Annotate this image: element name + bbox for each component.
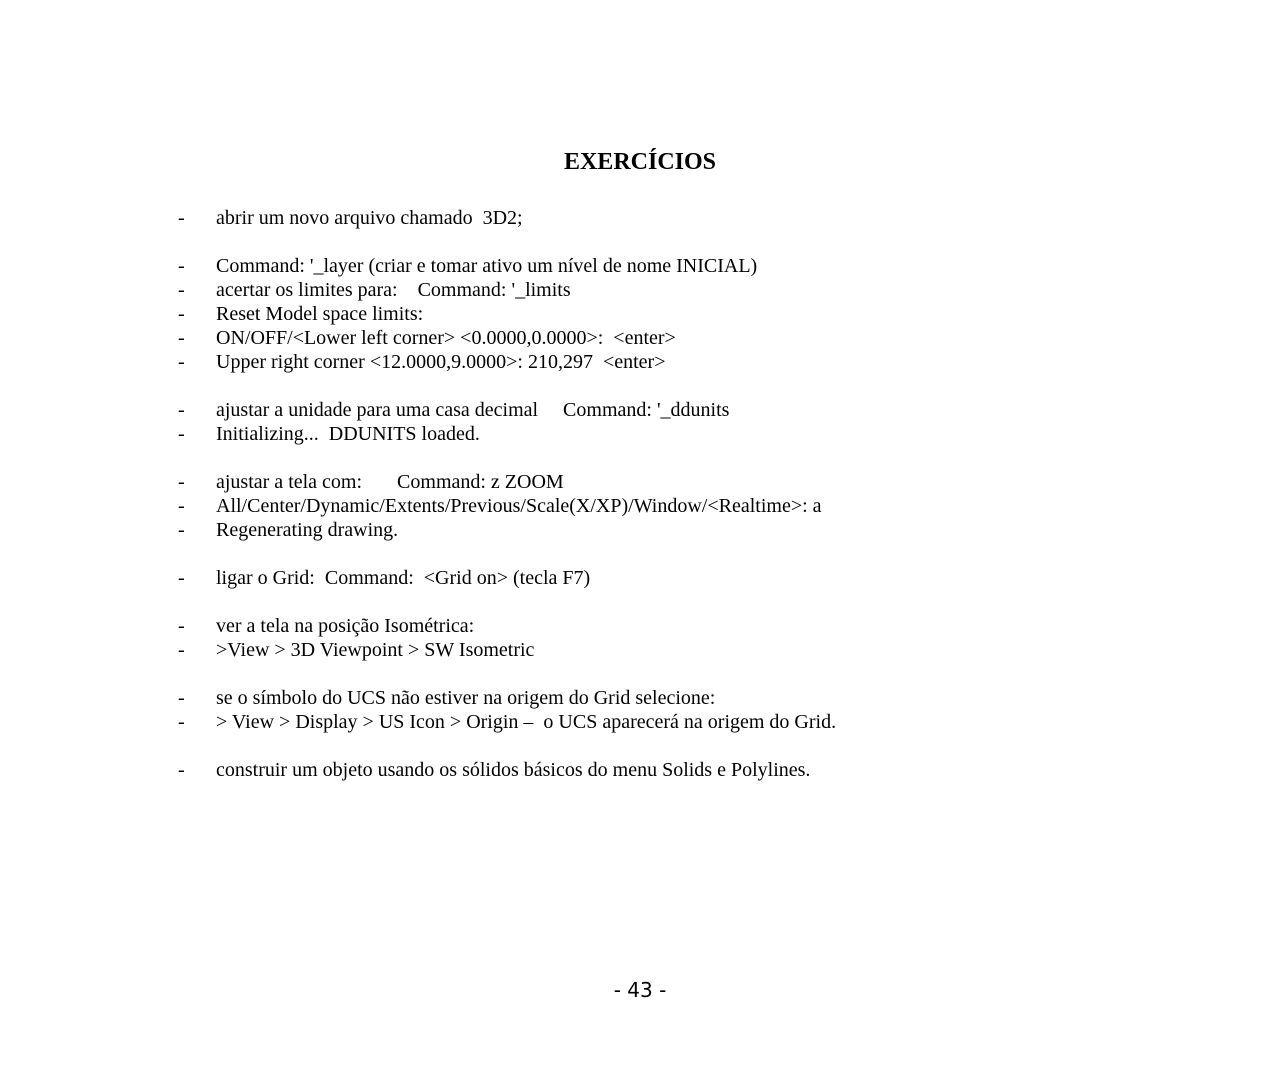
list-item (178, 350, 1158, 374)
list-item (178, 254, 1158, 278)
bullet-dash: - (178, 207, 185, 229)
list-item (178, 398, 1158, 422)
list-item (178, 518, 1158, 542)
list-item-text: ajustar a tela com: Command: z ZOOM (216, 471, 564, 493)
exercise-list (178, 206, 1158, 782)
list-item-text: Upper right corner <12.0000,9.0000>: 210,297 <enter> (216, 351, 666, 373)
bullet-dash: - (178, 399, 185, 421)
list-item (178, 326, 1158, 350)
list-item (178, 470, 1158, 494)
list-item (178, 206, 1158, 230)
bullet-dash: - (178, 303, 185, 325)
bullet-dash: - (178, 351, 185, 373)
list-item (178, 278, 1158, 302)
page-title: EXERCÍCIOS (563, 149, 717, 175)
page-number: - 43 - (613, 978, 667, 1002)
list-item (178, 302, 1158, 326)
bullet-dash: - (178, 255, 185, 277)
bullet-dash: - (178, 495, 185, 517)
bullet-dash: - (178, 519, 185, 541)
bullet-dash: - (178, 711, 185, 733)
list-item-text: >View > 3D Viewpoint > SW Isometric (216, 639, 535, 661)
list-item (178, 614, 1158, 638)
list-item-text: Regenerating drawing. (216, 519, 399, 541)
list-item (178, 422, 1158, 446)
list-item-text: ver a tela na posição Isométrica: (216, 615, 475, 637)
bullet-dash: - (178, 615, 185, 637)
bullet-dash: - (178, 759, 185, 781)
list-item-text: se o símbolo do UCS não estiver na origem do Grid selecione: (216, 687, 716, 709)
list-item-text: ajustar a unidade para uma casa decimal Command: '_ddunits (216, 399, 730, 421)
list-item (178, 638, 1158, 662)
list-item-text: Initializing... DDUNITS loaded. (216, 423, 480, 445)
bullet-dash: - (178, 423, 185, 445)
list-item-text: construir um objeto usando os sólidos básicos do menu Solids e Polylines. (216, 759, 811, 781)
list-item-text: All/Center/Dynamic/Extents/Previous/Scale(X/XP)/Window/<Realtime>: a (216, 495, 822, 517)
list-item-text: Command: '_layer (criar e tomar ativo um nível de nome INICIAL) (216, 255, 758, 277)
bullet-dash: - (178, 279, 185, 301)
list-item-text: ON/OFF/<Lower left corner> <0.0000,0.0000>: <enter> (216, 327, 676, 349)
list-item-text: acertar os limites para: Command: '_limits (216, 279, 571, 301)
list-item (178, 710, 1158, 734)
list-item-text: ligar o Grid: Command: <Grid on> (tecla F7) (216, 567, 591, 589)
list-item (178, 758, 1158, 782)
bullet-dash: - (178, 687, 185, 709)
list-item (178, 566, 1158, 590)
bullet-dash: - (178, 567, 185, 589)
list-item-text: Reset Model space limits: (216, 303, 424, 325)
bullet-dash: - (178, 471, 185, 493)
list-item-text: > View > Display > US Icon > Origin – o UCS aparecerá na origem do Grid. (216, 711, 837, 733)
list-item (178, 686, 1158, 710)
list-item (178, 494, 1158, 518)
list-item-text: abrir um novo arquivo chamado 3D2; (216, 207, 523, 229)
bullet-dash: - (178, 327, 185, 349)
bullet-dash: - (178, 639, 185, 661)
